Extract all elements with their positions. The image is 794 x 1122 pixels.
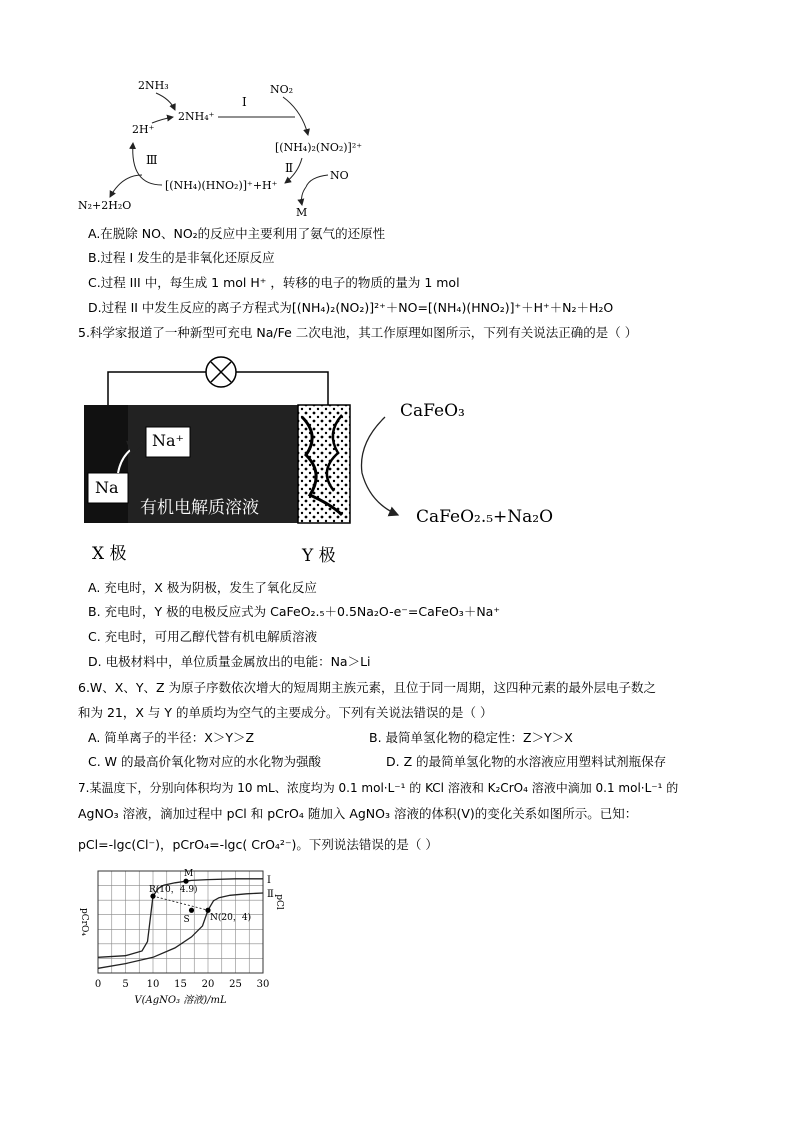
q4-option-d: D.过程 II 中发生反应的离子方程式为[(NH₄)₂(NO₂)]²⁺＋NO=[(NH₄)(HNO₂)]⁺＋H⁺＋N₂＋H₂O [88, 300, 614, 315]
x-tick-label: 25 [229, 979, 242, 990]
node-products: N₂+2H₂O [78, 199, 132, 212]
node-no2: NO₂ [270, 83, 294, 96]
series-label-1: Ⅰ [267, 874, 271, 886]
q6-option-a: A. 简单离子的半径：X＞Y＞Z [88, 730, 255, 745]
x-tick-label: 30 [256, 979, 270, 990]
node-complex1: [(NH₄)₂(NO₂)]²⁺ [275, 141, 363, 154]
cycle-diagram [70, 75, 370, 220]
q5-option-a: A. 充电时，X 极为阴极，发生了氧化反应 [88, 580, 317, 595]
q7-stem-line3: pCl=-lgc(Cl⁻)，pCrO₄=-lgc( CrO₄²⁻)。下列说法错误的是（ ） [78, 837, 438, 852]
x-tick-label: 5 [122, 979, 129, 990]
cafeo3-label: CaFeO₃ [400, 401, 465, 421]
q5-option-c: C. 充电时，可用乙醇代替有机电解质溶液 [88, 629, 318, 644]
x-tick-label: 10 [146, 979, 160, 990]
battery-diagram [80, 355, 560, 570]
data-point-label: N(20，4) [210, 913, 252, 924]
data-point-label: S [183, 915, 190, 926]
battery-figure [80, 355, 560, 570]
titration-chart [74, 865, 294, 1010]
step-3-label: Ⅲ [146, 153, 158, 167]
na-plus-label: Na⁺ [152, 431, 184, 450]
q5-stem: 5.科学家报道了一种新型可充电 Na/Fe 二次电池，其工作原理如图所示，下列有关说法正确的是（ ） [78, 325, 638, 340]
q6-stem-line1: 6.W、X、Y、Z 为原子序数依次增大的短周期主族元素，且位于同一周期，这四种元素的最外层电子数之 [78, 680, 657, 695]
y-axis-label-right: pCl [274, 894, 284, 910]
q6-option-b: B. 最简单氢化物的稳定性：Z＞Y＞X [369, 730, 573, 745]
x-pole-label: X 极 [92, 544, 127, 564]
data-point [183, 879, 188, 884]
node-2nh4: 2NH₄⁺ [178, 110, 215, 123]
y-pole-label: Y 极 [302, 546, 336, 566]
x-axis-label: V(AgNO₃ 溶液)/mL [134, 995, 227, 1006]
electrolyte-label: 有机电解质溶液 [140, 498, 259, 518]
node-complex2: [(NH₄)(HNO₂)]⁺+H⁺ [165, 179, 278, 192]
q5-option-b: B. 充电时，Y 极的电极反应式为 CaFeO₂.₅＋0.5Na₂O-e⁻=CaFeO₃＋Na⁺ [88, 604, 500, 619]
q7-stem-line1: 7.某温度下，分别向体积均为 10 mL、浓度均为 0.1 mol·L⁻¹ 的 KCl 溶液和 K₂CrO₄ 溶液中滴加 0.1 mol·L⁻¹ 的 [78, 781, 679, 795]
na-label: Na [95, 478, 119, 497]
step-2-label: Ⅱ [285, 161, 294, 175]
q6-stem-line2: 和为 21，X 与 Y 的单质均为空气的主要成分。下列有关说法错误的是（ ） [78, 705, 493, 720]
q7-stem-line2: AgNO₃ 溶液，滴加过程中 pCl 和 pCrO₄ 随加入 AgNO₃ 溶液的体积(V)的变化关系如图所示。已知： [78, 806, 638, 821]
q4-option-c: C.过程 III 中，每生成 1 mol H⁺ ，转移的电子的物质的量为 1 mol [88, 275, 460, 290]
step-1-label: Ⅰ [242, 95, 247, 109]
node-2nh3: 2NH₃ [138, 79, 169, 92]
data-point [205, 908, 210, 913]
data-point-label: R(10，4.9) [149, 885, 198, 896]
y-axis-label-left: pCrO₄ [79, 908, 89, 936]
series-label-2: Ⅱ [267, 888, 274, 900]
cafeo25-label: CaFeO₂.₅+Na₂O [416, 507, 554, 527]
node-2h: 2H⁺ [132, 123, 155, 136]
x-tick-label: 20 [201, 979, 215, 990]
q6-option-c: C. W 的最高价氧化物对应的水化物为强酸 [88, 754, 322, 769]
chart-svg [74, 865, 294, 1010]
x-tick-label: 15 [174, 979, 187, 990]
data-point [189, 908, 194, 913]
q4-option-b: B.过程 I 发生的是非氧化还原反应 [88, 250, 275, 265]
data-point-label: M [184, 869, 194, 880]
q6-option-d: D. Z 的最简单氢化物的水溶液应用塑料试剂瓶保存 [386, 754, 667, 769]
q4-option-a: A.在脱除 NO、NO₂的反应中主要利用了氨气的还原性 [88, 226, 386, 241]
node-m: M [296, 206, 308, 219]
x-tick-label: 0 [94, 979, 102, 990]
node-no: NO [330, 169, 349, 182]
q5-option-d: D. 电极材料中，单位质量金属放出的电能：Na＞Li [88, 654, 371, 669]
